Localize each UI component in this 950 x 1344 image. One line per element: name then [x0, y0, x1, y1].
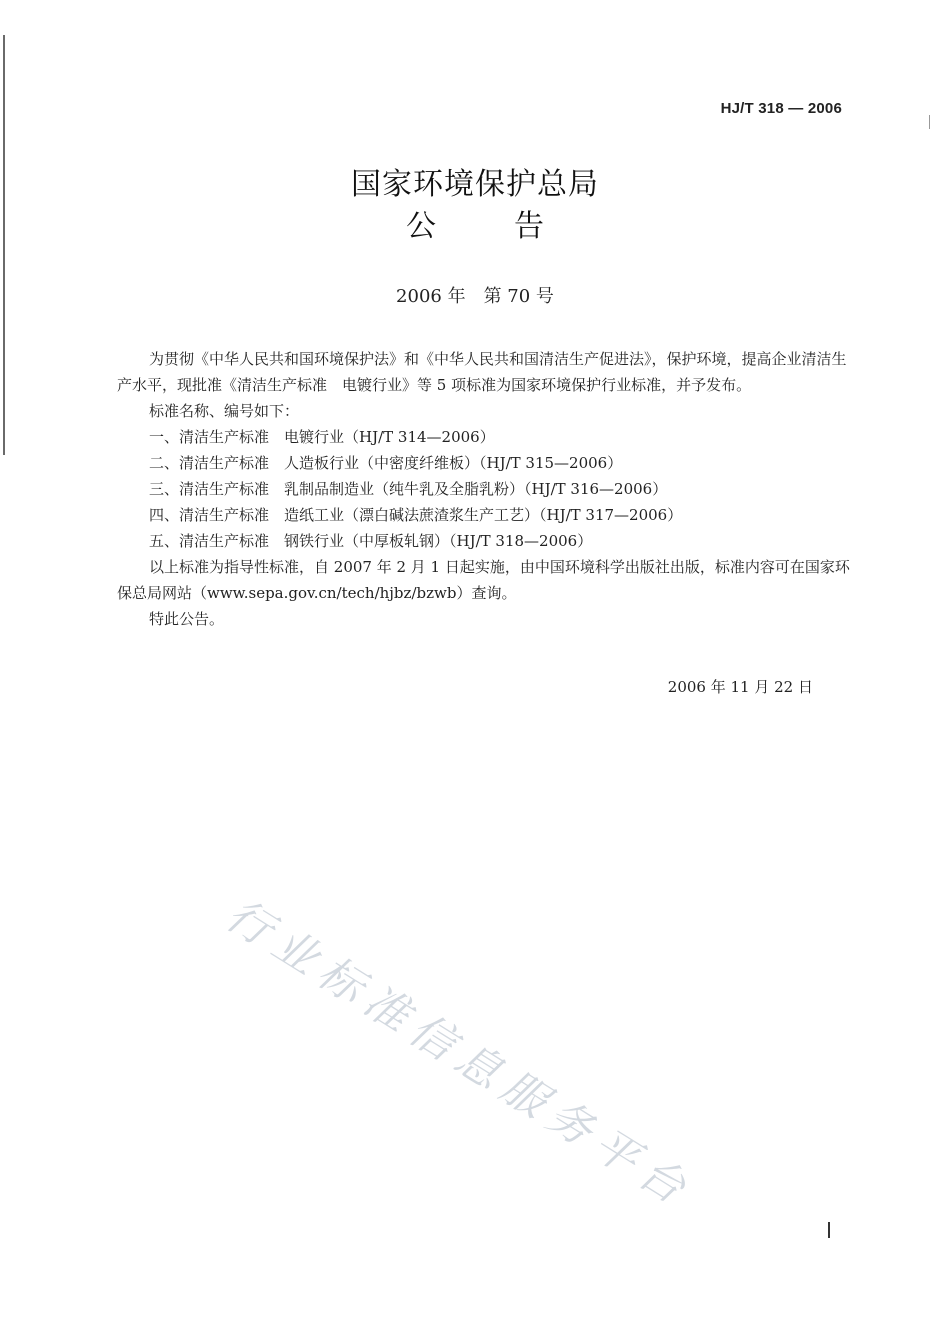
watermark-text: 行业标准信息服务平台	[217, 889, 703, 1219]
list-item: 二、清洁生产标准 人造板行业（中密度纤维板）（HJ/T 315—2006）	[149, 454, 623, 472]
implementation-paragraph: 以上标准为指导性标准，自 2007 年 2 月 1 日起实施，由中国环境科学出版社出版，标准内容可在国家环保总局网站（www.sepa.gov.cn/tech/hjbz/bzwb）查询。	[117, 558, 850, 602]
notice-title	[0, 205, 950, 249]
closing-line: 特此公告。	[149, 610, 225, 628]
list-item: 一、清洁生产标准 电镀行业（HJ/T 314—2006）	[149, 428, 495, 446]
list-item: 四、清洁生产标准 造纸工业（漂白碱法蔗渣浆生产工艺）（HJ/T 317—2006）	[149, 506, 683, 524]
issue-date: 2006 年 11 月 22 日	[667, 678, 813, 696]
intro-paragraph: 为贯彻《中华人民共和国环境保护法》和《中华人民共和国清洁生产促进法》，保护环境，提高企业清洁生产水平，现批准《清洁生产标准 电镀行业》等 5 项标准为国家环境保护行业标准，并予发布。	[117, 350, 847, 394]
issue-number: 2006 年 第 70 号	[396, 286, 554, 307]
notice-body	[117, 346, 850, 632]
scan-artifact	[929, 115, 930, 129]
notice-title-part1: 公	[406, 209, 436, 244]
title-block	[0, 165, 950, 249]
notice-title-part2: 告	[514, 209, 544, 244]
agency-title: 国家环境保护总局	[351, 167, 599, 202]
list-heading: 标准名称、编号如下：	[149, 402, 300, 420]
list-item: 三、清洁生产标准 乳制品制造业（纯牛乳及全脂乳粉）（HJ/T 316—2006）	[149, 480, 668, 498]
list-item: 五、清洁生产标准 钢铁行业（中厚板轧钢）（HJ/T 318—2006）	[149, 532, 593, 550]
standard-code: HJ/T 318 — 2006	[720, 100, 842, 117]
page-number-mark	[828, 1222, 830, 1238]
